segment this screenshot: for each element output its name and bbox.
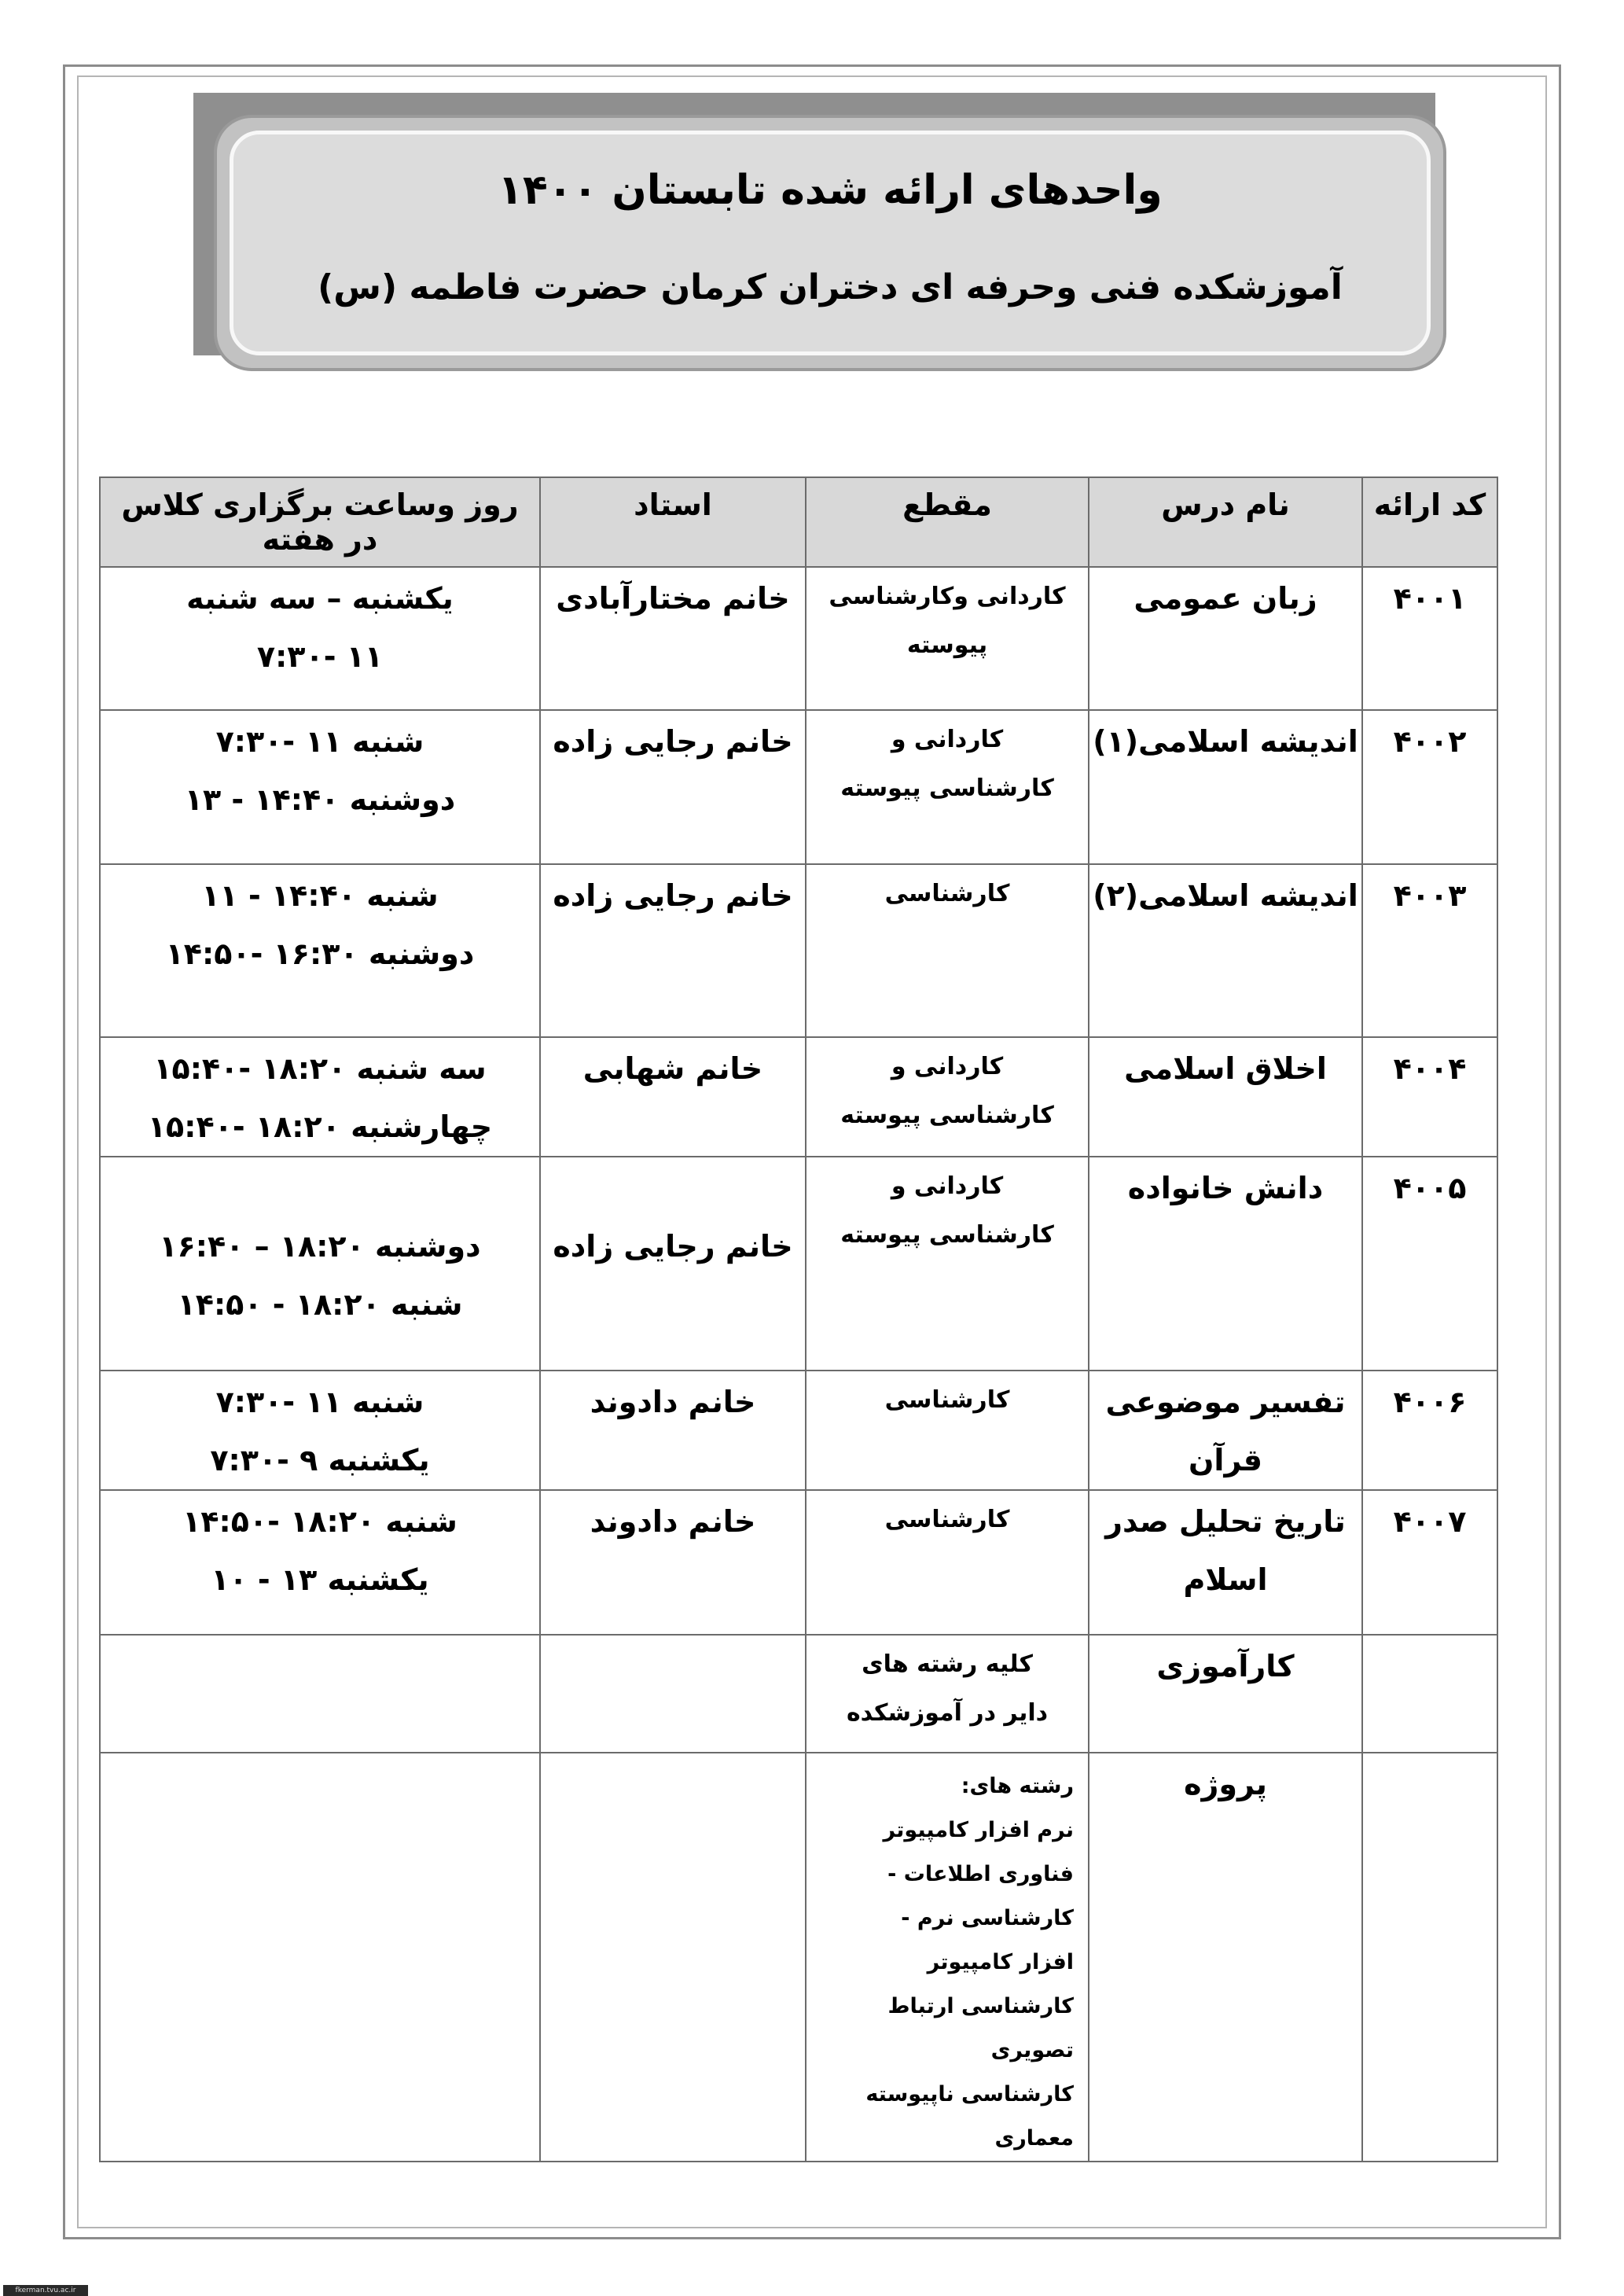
cell-level (806, 1753, 1089, 2162)
header-box-inner (230, 131, 1431, 355)
cell-course (1089, 1753, 1362, 2162)
cell-teacher: خانم مختارآبادی (540, 567, 806, 710)
table-row (100, 1037, 1497, 1157)
cell-code (1362, 1635, 1497, 1753)
table-header-row (100, 477, 1497, 567)
cell-schedule (100, 1490, 540, 1635)
cell-level (806, 1490, 1089, 1635)
cell-line: کاردانی و (891, 726, 1004, 753)
column-header-course: نام درس (1089, 477, 1362, 567)
cell-schedule (100, 710, 540, 864)
cell-line: کلیه رشته های (862, 1650, 1033, 1678)
cell-course (1089, 1037, 1362, 1157)
cell-schedule (100, 1157, 540, 1371)
cell-line: کاردانی و (891, 1053, 1004, 1080)
cell-line: نرم افزار کامپیوتر (883, 1818, 1074, 1842)
cell-course (1089, 1157, 1362, 1371)
cell-code: ۴۰۰۲ (1362, 710, 1497, 864)
cell-line: افزار کامپیوتر (927, 1950, 1074, 1974)
cell-code: ۴۰۰۶ (1362, 1371, 1497, 1490)
table-row (100, 1635, 1497, 1753)
cell-line: یکشنبه – سه شنبه (186, 581, 454, 616)
cell-line: شنبه ۱۴:۴۰ - ۱۱ (201, 878, 439, 913)
cell-schedule (100, 1371, 540, 1490)
cell-line: کارشناسی ناپیوسته معماری (865, 2082, 1074, 2151)
cell-code: ۴۰۰۵ (1362, 1157, 1497, 1371)
cell-line: فناوری اطلاعات - (887, 1862, 1074, 1886)
cell-line: شنبه ۱۸:۲۰ -۱۴:۵۰ (182, 1504, 457, 1539)
cell-line: کارآموزی (1156, 1649, 1295, 1683)
cell-line: کارشناسی پیوسته (840, 1102, 1054, 1129)
column-header-code: کد ارائه (1362, 477, 1497, 567)
cell-schedule (100, 1037, 540, 1157)
cell-course (1089, 1635, 1362, 1753)
cell-teacher: خانم رجایی زاده (540, 864, 806, 1037)
cell-line: کاردانی و (891, 1172, 1004, 1200)
cell-line: کارشناسی (884, 880, 1010, 907)
cell-line: کارشناسی (884, 1386, 1010, 1414)
cell-line: یکشنبه ۱۳ - ۱۰ (211, 1562, 429, 1597)
page-subtitle: آموزشکده فنی وحرفه ای دختران کرمان حضرت فاطمه (س) (318, 267, 1343, 307)
course-schedule-table (99, 476, 1498, 2162)
cell-line: شنبه ۱۸:۲۰ - ۱۴:۵۰ (177, 1287, 463, 1322)
table-row (100, 1157, 1497, 1371)
cell-line: کارشناسی پیوسته (840, 775, 1054, 802)
cell-code: ۴۰۰۳ (1362, 864, 1497, 1037)
cell-line: دانش خانواده (1127, 1171, 1324, 1205)
cell-teacher (540, 1635, 806, 1753)
cell-line: اخلاق اسلامی (1124, 1051, 1327, 1086)
cell-line: پیوسته (906, 631, 988, 659)
cell-line: کارشناسی پیوسته (840, 1221, 1054, 1249)
cell-code: ۴۰۰۴ (1362, 1037, 1497, 1157)
cell-level (806, 1635, 1089, 1753)
cell-schedule (100, 1753, 540, 2162)
cell-line: اسلام (1183, 1562, 1268, 1597)
cell-line: دایر در آموزشکده (846, 1699, 1049, 1727)
table-body (100, 567, 1497, 2162)
column-header-schedule: روز وساعت برگزاری کلاس در هفته (100, 477, 540, 567)
cell-teacher (540, 1753, 806, 2162)
cell-schedule (100, 864, 540, 1037)
cell-line: چهارشنبه ۱۸:۲۰ -۱۵:۴۰ (147, 1109, 493, 1144)
cell-line: زبان عمومی (1133, 581, 1317, 616)
cell-course (1089, 710, 1362, 864)
cell-level (806, 710, 1089, 864)
cell-course (1089, 1490, 1362, 1635)
cell-line: سه شنبه ۱۸:۲۰ -۱۵:۴۰ (153, 1051, 487, 1086)
cell-course (1089, 1371, 1362, 1490)
cell-line: تفسیر موضوعی قرآن (1105, 1385, 1346, 1477)
cell-line: کارشناسی (884, 1506, 1010, 1533)
cell-level (806, 1371, 1089, 1490)
column-header-teacher: استاد (540, 477, 806, 567)
cell-teacher: خانم شهابی (540, 1037, 806, 1157)
table-row (100, 1753, 1497, 2162)
cell-line: کارشناسی نرم - (901, 1906, 1074, 1930)
table-row (100, 710, 1497, 864)
cell-teacher: خانم رجایی زاده (540, 1157, 806, 1371)
cell-line: شنبه ۱۱ -۷:۳۰ (215, 1385, 424, 1419)
cell-code: ۴۰۰۱ (1362, 567, 1497, 710)
cell-code: ۴۰۰۷ (1362, 1490, 1497, 1635)
cell-teacher: خانم دادوند (540, 1490, 806, 1635)
cell-schedule (100, 1635, 540, 1753)
page-title: واحدهای ارائه شده تابستان ۱۴۰۰ (498, 167, 1163, 214)
table-row (100, 1490, 1497, 1635)
cell-line: کارشناسی ارتباط تصویری (887, 1994, 1074, 2062)
cell-teacher: خانم دادوند (540, 1371, 806, 1490)
footer-tag: fkerman.tvu.ac.ir (3, 2285, 88, 2296)
table-row (100, 1371, 1497, 1490)
cell-level (806, 567, 1089, 710)
cell-line: دوشنبه ۱۸:۲۰ – ۱۶:۴۰ (159, 1229, 481, 1264)
cell-line: تاریخ تحلیل صدر (1105, 1504, 1346, 1539)
cell-line: اندیشه اسلامی(۲) (1093, 878, 1358, 913)
table-row (100, 864, 1497, 1037)
cell-course (1089, 864, 1362, 1037)
cell-teacher: خانم رجایی زاده (540, 710, 806, 864)
table-row (100, 567, 1497, 710)
cell-line: ۱۱ -۷:۳۰ (256, 639, 384, 674)
cell-level (806, 1037, 1089, 1157)
cell-schedule (100, 567, 540, 710)
cell-line: رشته های: (961, 1774, 1074, 1798)
cell-line: یکشنبه ۹ -۷:۳۰ (210, 1443, 430, 1477)
cell-line: دوشنبه ۱۴:۴۰ - ۱۳ (184, 782, 456, 817)
cell-level (806, 864, 1089, 1037)
cell-line: پروژه (1184, 1767, 1267, 1801)
cell-line: کاردانی وکارشناسی (829, 583, 1066, 610)
cell-course (1089, 567, 1362, 710)
cell-level (806, 1157, 1089, 1371)
cell-code (1362, 1753, 1497, 2162)
cell-line: اندیشه اسلامی(۱) (1093, 724, 1358, 759)
cell-line: شنبه ۱۱ -۷:۳۰ (215, 724, 424, 759)
column-header-level: مقطع (806, 477, 1089, 567)
cell-line: دوشنبه ۱۶:۳۰ -۱۴:۵۰ (165, 936, 475, 971)
